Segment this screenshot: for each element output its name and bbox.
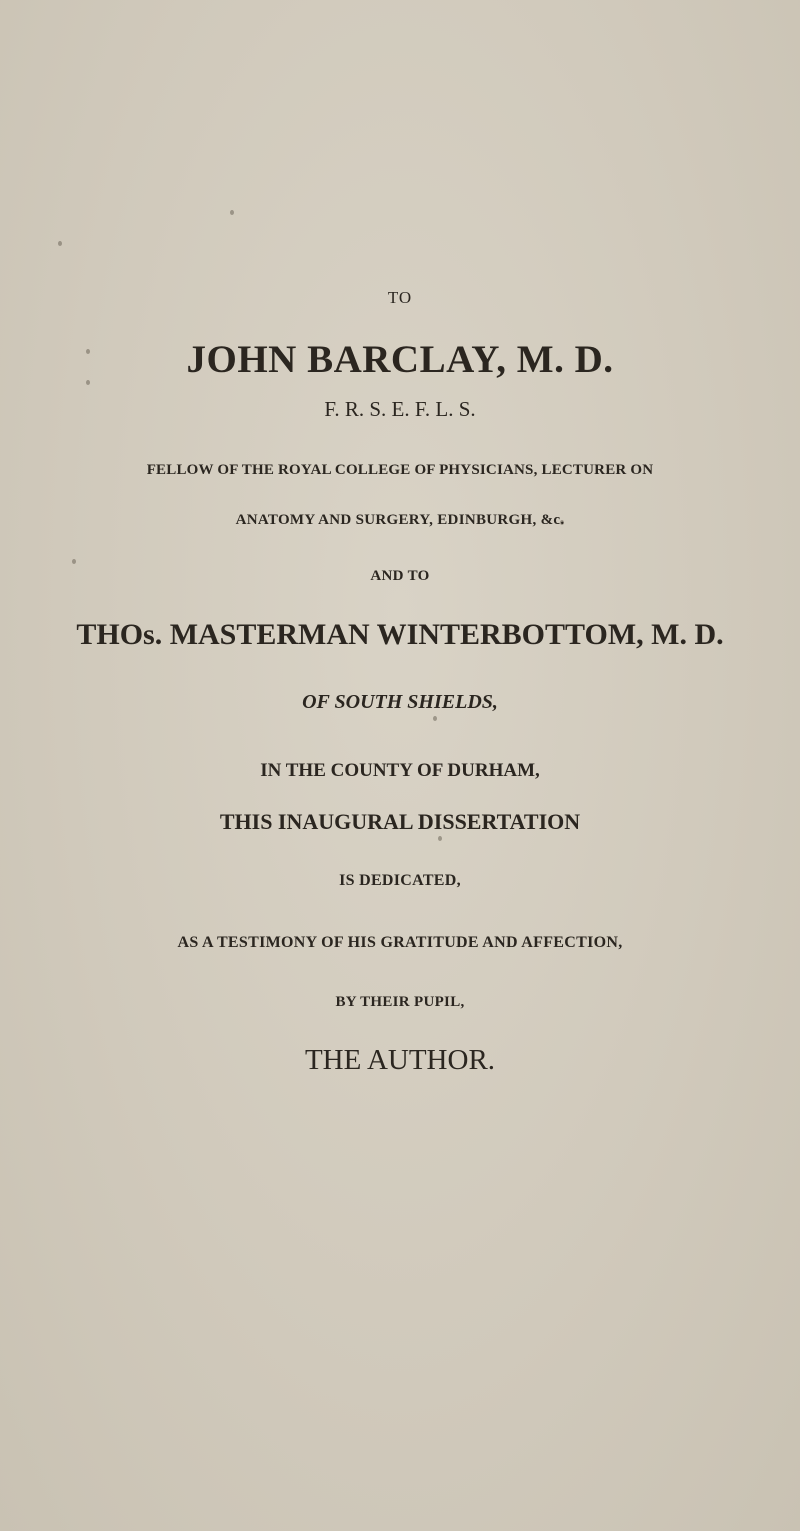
dedicatee-title-line-1: FELLOW OF THE ROYAL COLLEGE OF PHYSICIANS, LECTURER ON <box>146 462 654 478</box>
dissertation-line: THIS INAUGURAL DISSERTATION <box>219 809 581 834</box>
dedicatee-honours-1: F. R. S. E. F. L. S. <box>324 397 476 421</box>
by-pupil-line: BY THEIR PUPIL, <box>335 994 465 1010</box>
scan-speck <box>230 210 234 215</box>
dedication-to: TO <box>387 288 413 307</box>
and-to: AND TO <box>370 568 430 584</box>
scan-speck <box>86 380 90 385</box>
place-south-shields: OF SOUTH SHIELDS, <box>302 691 498 713</box>
scan-speck <box>438 836 442 841</box>
scan-speck <box>433 716 437 721</box>
dedicatee-name-1: JOHN BARCLAY, M. D. <box>186 338 614 381</box>
county-durham: IN THE COUNTY OF DURHAM, <box>260 760 540 781</box>
dedicatee-title-line-2: ANATOMY AND SURGERY, EDINBURGH, &c. <box>235 512 565 528</box>
scan-speck <box>72 559 76 564</box>
dedicated-line: IS DEDICATED, <box>339 872 461 889</box>
testimony-line: AS A TESTIMONY OF HIS GRATITUDE AND AFFECTION, <box>177 934 623 951</box>
author-signature: THE AUTHOR. <box>304 1044 496 1076</box>
dedicatee-name-2: THOs. MASTERMAN WINTERBOTTOM, M. D. <box>76 618 724 651</box>
scan-speck <box>58 241 62 246</box>
